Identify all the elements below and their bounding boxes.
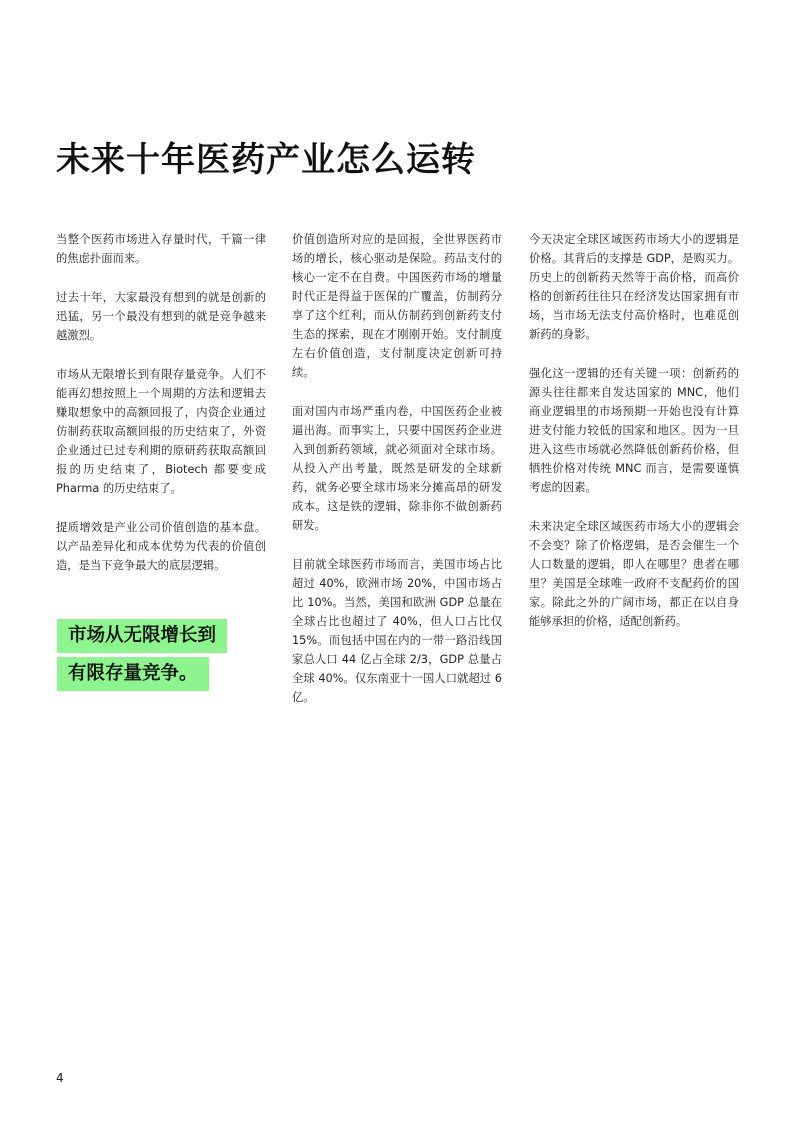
paragraph: 今天决定全球区域医药市场大小的逻辑是价格。其背后的支撑是 GDP，是购买力。历史上的创新药天然等于高价格，而高价格的创新药往往只在经济发达国家拥有市场，当市场无法支付高价格时，也难觅创新药的身影。 bbox=[529, 233, 739, 341]
pull-quote-line: 有限存量竞争。 bbox=[57, 657, 209, 691]
paragraph: 面对国内市场严重内卷，中国医药企业被逼出海。而事实上，只要中国医药企业进入到创新药领域，就必须面对全球市场。从投入产出考量，既然是研发的全球新药，就务必要全球市场来分摊高昂的研发成本。这是铁的逻辑，除非你不做创新药研发。 bbox=[292, 405, 502, 532]
paragraph: 未来决定全球区域医药市场大小的逻辑会不会变？除了价格逻辑，是否会催生一个人口数量的逻辑，即人在哪里？患者在哪里？美国是全球唯一政府不支配药价的国家。除此之外的广阔市场，都正在以自身能够承担的价格，适配创新药。 bbox=[529, 520, 739, 628]
paragraph: 价值创造所对应的是回报，全世界医药市场的增长，核心驱动是保险。药品支付的核心一定不在自费。中国医药市场的增量时代正是得益于医保的广覆盖，仿制药分享了这个红利，而从仿制药到创新药支付生态的探索，现在才刚刚开始。支付制度左右价值创造，支付制度决定创新可持续。 bbox=[292, 233, 502, 379]
paragraph: 当整个医药市场进入存量时代，千篇一律的焦虑扑面而来。 bbox=[56, 233, 266, 265]
paragraph: 目前就全球医药市场而言，美国市场占比超过 40%，欧洲市场 20%，中国市场占比 10%。当然，美国和欧洲 GDP 总量在全球占比也超过了 40%，但人口占比仅 15%。而包括中国在内的一带一路沿线国家总人口 44 亿占全球 2/3，GDP 总量占全球 40%。仅东南亚十一国人口就超过 6 亿。 bbox=[292, 558, 502, 704]
paragraph: 强化这一逻辑的还有关键一项：创新药的源头往往都来自发达国家的 MNC，他们商业逻辑里的市场预期一开始也没有计算进支付能力较低的国家和地区。因为一旦进入这些市场就必然降低创新药价格，但牺牲价格对传统 MNC 而言，是需要谨慎考虑的因素。 bbox=[529, 367, 739, 494]
text-column-3 bbox=[529, 230, 739, 651]
paragraph: 过去十年，大家最没有想到的就是创新的迅猛，另一个最没有想到的就是竞争越来越激烈。 bbox=[56, 291, 266, 342]
text-column-2 bbox=[292, 230, 502, 727]
page-number: 4 bbox=[56, 1071, 64, 1085]
paragraph: 提质增效是产业公司价值创造的基本盘。以产品差异化和成本优势为代表的价值创造，是当下竞争最大的底层逻辑。 bbox=[56, 521, 266, 572]
pull-quote bbox=[57, 619, 257, 695]
page-title: 未来十年医药产业怎么运转 bbox=[56, 140, 476, 180]
text-column-1 bbox=[56, 230, 266, 595]
paragraph: 市场从无限增长到有限存量竞争。人们不能再幻想按照上一个周期的方法和逻辑去赚取想象中的高额回报了，内资企业通过仿制药获取高额回报的历史结束了，外资企业通过已过专利期的原研药获取高额回报的历史结束了，Biotech 都要变成 Pharma 的历史结束了。 bbox=[56, 368, 266, 495]
pull-quote-line: 市场从无限增长到 bbox=[57, 619, 227, 653]
